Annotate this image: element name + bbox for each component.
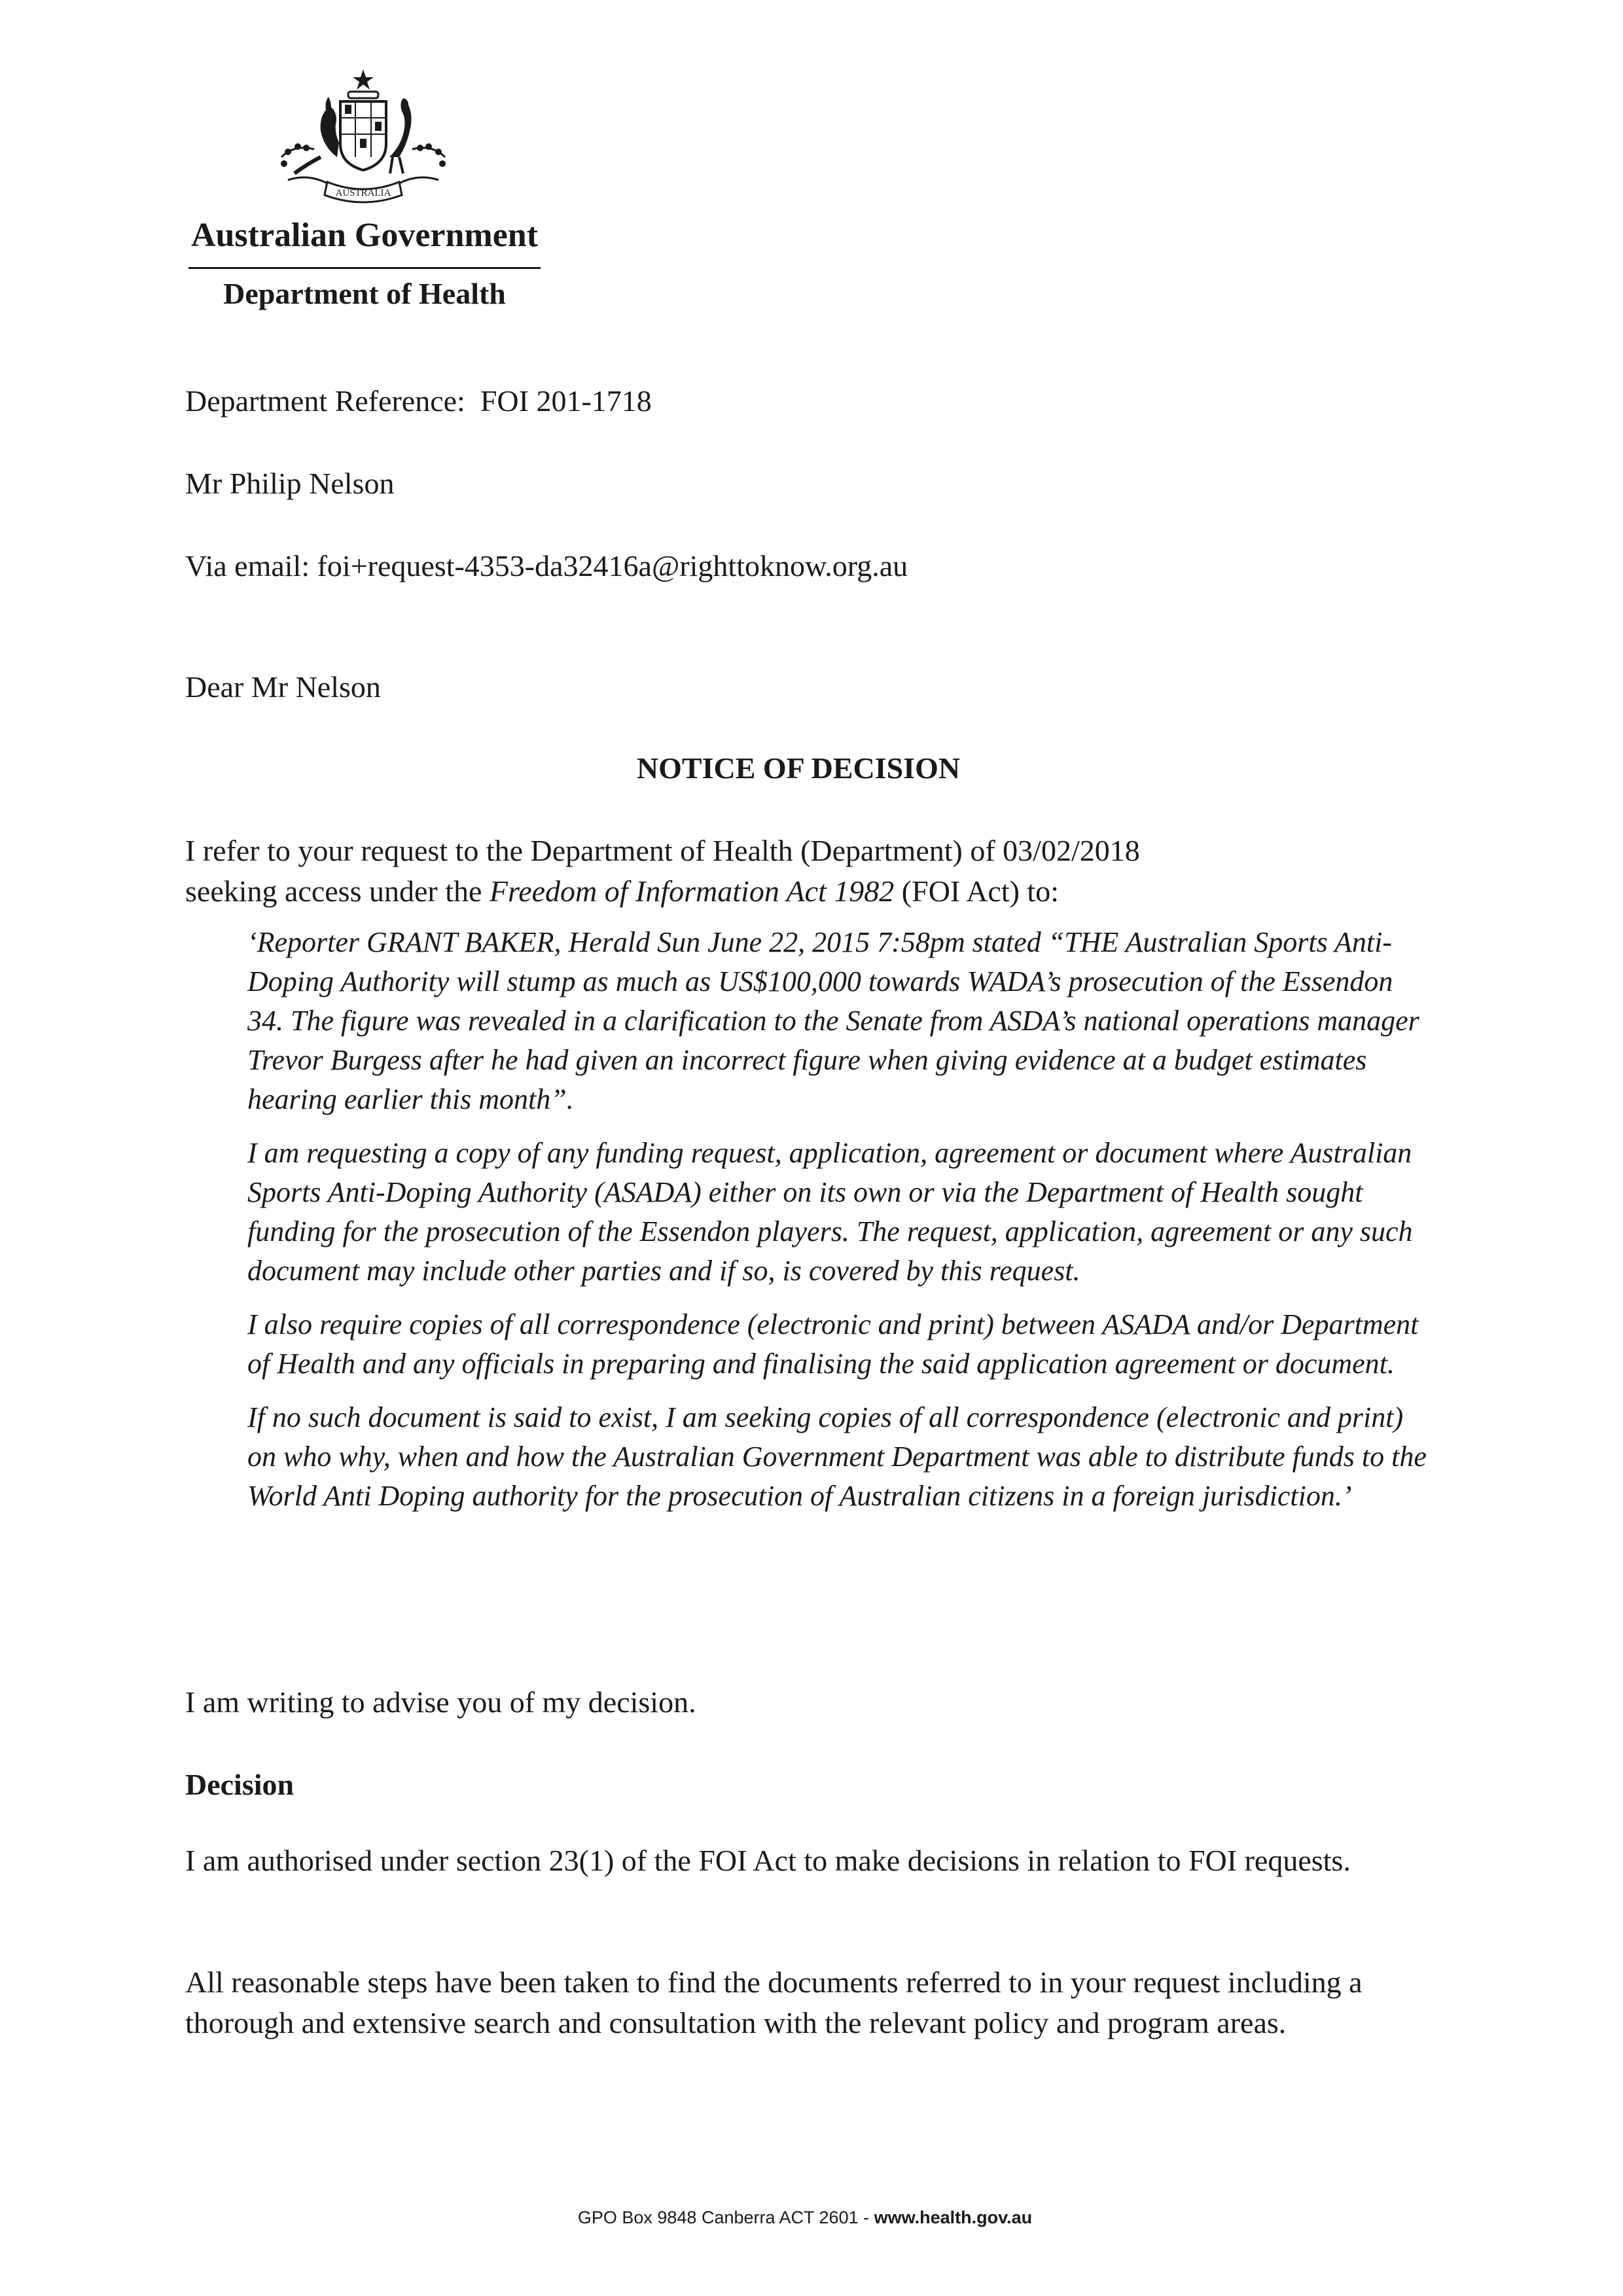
department-reference xyxy=(185,386,652,416)
footer-postal: GPO Box 9848 Canberra ACT 2601 - xyxy=(577,2208,874,2227)
request-intro-text: seeking access under the xyxy=(185,874,490,908)
decision-paragraph: I am authorised under section 23(1) of the FOI Act to make decisions in relation to FOI requests. xyxy=(185,1844,1351,1877)
notice-title: NOTICE OF DECISION xyxy=(636,751,961,785)
reference-label: Department Reference: xyxy=(185,384,465,418)
request-intro-suffix: (FOI Act) to: xyxy=(894,874,1059,908)
decision-paragraph: All reasonable steps have been taken to find the documents referred to in your request including a thorough and extensive search and consultation with the relevant policy and program areas. xyxy=(185,1965,1363,2039)
footer-website: www.health.gov.au xyxy=(874,2208,1033,2227)
quoted-request xyxy=(247,923,1432,1516)
quoted-paragraph: ‘Reporter GRANT BAKER, Herald Sun June 22, 2015 7:58pm stated “THE Australian Sports Anti-Doping Authority will stump as much as US$100,000 towards WADA’s prosecution of the Essendon 34. The figure was revealed in a clarification to the Senate from ASDA’s national operations manager Trevor Burgess after he had given an incorrect figure when giving evidence at a budget estimates hearing earlier this month”. xyxy=(247,926,1419,1115)
government-name: Australian Government xyxy=(190,217,539,254)
footer-address xyxy=(0,2208,1610,2228)
advise-line: I am writing to advise you of my decision. xyxy=(185,1685,696,1719)
quoted-paragraph: I also require copies of all correspondence (electronic and print) between ASADA and/or Department of Health and any officials in preparing and finalising the said application agreement or document. xyxy=(247,1308,1419,1380)
letterhead-divider xyxy=(188,267,541,269)
quoted-paragraph: I am requesting a copy of any funding request, application, agreement or document where Australian Sports Anti-Doping Authority (ASADA) either on its own or via the Department of Health sought funding for the prosecution of the Essendon players. The request, application, agreement or any such document may include other parties and if so, is covered by this request. xyxy=(247,1137,1413,1287)
request-intro-line-2 xyxy=(185,876,1059,906)
decision-heading: Decision xyxy=(185,1768,294,1801)
salutation: Dear Mr Nelson xyxy=(185,670,381,704)
recipient-email: Via email: foi+request-4353-da32416a@righttoknow.org.au xyxy=(185,549,908,583)
request-intro-line-1: I refer to your request to the Department of Health (Department) of 03/02/2018 xyxy=(185,834,1140,867)
foi-act-title: Freedom of Information Act 1982 xyxy=(489,874,895,908)
recipient-name: Mr Philip Nelson xyxy=(185,467,395,500)
crest-scroll-text: AUSTRALIA xyxy=(335,188,391,198)
quoted-paragraph: If no such document is said to exist, I am seeking copies of all correspondence (electronic and print) on who why, when and how the Australian Government Department was able to distribute funds to the World Anti Doping authority for the prosecution of Australian citizens in a foreign jurisdiction.’ xyxy=(247,1401,1427,1512)
department-name: Department of Health xyxy=(223,277,506,310)
reference-value: FOI 201-1718 xyxy=(480,384,652,418)
coat-of-arms-icon xyxy=(268,65,458,216)
